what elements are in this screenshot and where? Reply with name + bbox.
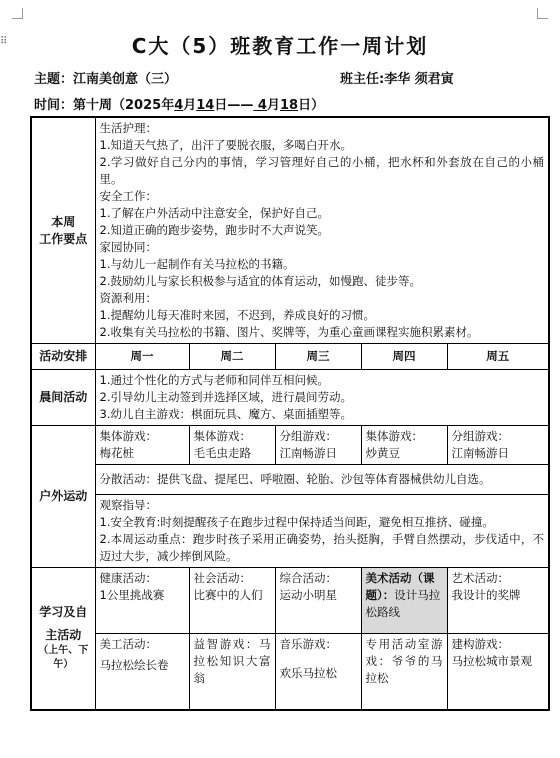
focus-line: 2.鼓励幼儿与家长积极参与适宜的体育运动，如慢跑、徒步等。 — [99, 274, 421, 288]
morning-line: 1.通过个性化的方式与老师和同伴互相问候。 — [99, 373, 329, 387]
learning-row-1 — [31, 568, 549, 634]
outdoor-game-cell: 集体游戏： 毛毛虫走路 — [189, 426, 275, 465]
time-day-start: 14 — [196, 98, 215, 113]
morning-row — [31, 370, 549, 426]
learning-cell: 综合活动： 运动小明星 — [275, 568, 361, 634]
day-header: 周五 — [447, 344, 549, 370]
outdoor-game-cell: 分组游戏： 江南畅游日 — [447, 426, 549, 465]
drag-handle-icon[interactable]: ⠿ — [0, 36, 7, 47]
teacher-line — [340, 68, 454, 87]
day-header: 周四 — [361, 344, 447, 370]
focus-line: 1.知道天气热了，出汗了要脱衣服，多喝白开水。 — [99, 138, 352, 152]
focus-line: 2.收集有关马拉松的书籍、图片、奖牌等，为重心童画课程实施积累素材。 — [99, 325, 479, 339]
focus-label: 本周 工作要点 — [31, 117, 95, 344]
time-month-unit: 月 — [183, 98, 197, 113]
time-month-unit: 月 — [266, 98, 280, 113]
weekly-plan-table — [30, 116, 550, 711]
theme-value: 江南美创意（三） — [73, 72, 178, 87]
morning-line: 3.幼儿自主游戏：棋面玩具、魔方、桌面插塑等。 — [99, 407, 352, 421]
outdoor-game-cell: 集体游戏： 梅花桩 — [95, 426, 189, 465]
learning-cell: 艺术活动： 我设计的奖牌 — [447, 568, 549, 634]
theme-line — [34, 68, 177, 87]
time-month-end: 4 — [253, 98, 267, 113]
time-day-end: 18 — [279, 98, 299, 113]
observe-line: 1.安全教育:时刻提醒孩子在跑步过程中保持适当间距，避免相互推挤、碰撞。 — [99, 515, 494, 529]
focus-line: 1.与幼儿一起制作有关马拉松的书籍。 — [99, 257, 295, 271]
focus-line: 2.学习做好自己分内的事情，学习管理好自己的小桶，把水杯和外套放在自己的小桶里。 — [99, 155, 545, 186]
learning-cell: 健康活动： 1公里挑战赛 — [95, 568, 189, 634]
morning-label: 晨间活动 — [31, 370, 95, 426]
page-corner-mark — [537, 8, 548, 19]
focus-line: 安全工作： — [99, 189, 157, 203]
focus-content — [95, 117, 549, 344]
learning-cell: 建构游戏： 马拉松城市景观 — [447, 634, 549, 710]
time-month-start: 4 — [174, 98, 184, 113]
schedule-label: 活动安排 — [31, 344, 95, 370]
document-title: C大（5）班教育工作一周计划 — [131, 34, 429, 58]
learning-row-2 — [31, 634, 549, 710]
outdoor-scatter-row — [31, 465, 549, 495]
learning-cell: 音乐游戏： 欢乐马拉松 — [275, 634, 361, 710]
focus-line: 2.知道正确的跑步姿势，跑步时不大声说笑。 — [99, 223, 329, 237]
focus-line: 家园协同： — [99, 240, 157, 254]
learning-cell: 美工活动： 马拉松绘长卷 — [95, 634, 189, 710]
focus-row — [31, 117, 549, 344]
outdoor-game-cell: 集体游戏： 炒黄豆 — [361, 426, 447, 465]
focus-line: 1.了解在户外活动中注意安全，保护好自己。 — [99, 206, 329, 220]
outdoor-label: 户外运动 — [31, 426, 95, 568]
learning-cell: 益智游戏：马拉松知识大富翁 — [189, 634, 275, 710]
theme-label: 主题： — [34, 72, 74, 87]
learning-label: 学习及自 主活动 （上午、下午） — [31, 568, 95, 710]
page-corner-mark — [12, 8, 23, 19]
learning-cell-highlighted: 美术活动（课题）：设计马拉松路线 — [361, 568, 447, 634]
outdoor-observe-row — [31, 495, 549, 568]
morning-line: 2.引导幼儿主动签到并选择区域，进行晨间劳动。 — [99, 390, 352, 404]
learning-cell: 社会活动： 比赛中的人们 — [189, 568, 275, 634]
focus-line: 生活护理： — [99, 121, 157, 135]
time-prefix: 第十周（2025年 — [73, 98, 175, 113]
morning-content — [95, 370, 549, 426]
schedule-row — [31, 344, 549, 370]
day-header: 周二 — [189, 344, 275, 370]
outdoor-games-row — [31, 426, 549, 465]
day-header: 周三 — [275, 344, 361, 370]
time-label: 时间： — [34, 98, 74, 113]
teacher-label: 班主任: — [340, 72, 385, 87]
outdoor-game-cell: 分组游戏： 江南畅游日 — [275, 426, 361, 465]
observe-line: 观察指导： — [99, 498, 157, 512]
focus-line: 1.提醒幼儿每天准时来园，不迟到，养成良好的习惯。 — [99, 308, 375, 322]
time-suffix: 日） — [298, 98, 325, 113]
observe-line: 2.本周运动重点：跑步时孩子采用正确姿势，抬头挺胸，手臂自然摆动，步伐适中，不迈过大步，减少摔倒风险。 — [99, 532, 545, 563]
teacher-value: 李华 须君寅 — [384, 72, 454, 87]
time-separator: 日—— — [214, 98, 254, 113]
learning-cell: 专用活动室游戏：爷爷的马拉松 — [361, 634, 447, 710]
outdoor-observe — [95, 495, 549, 568]
focus-line: 资源利用： — [99, 291, 157, 305]
outdoor-scatter: 分散活动：提供飞盘、提尾巴、呼啦圈、轮胎、沙包等体育器械供幼儿自选。 — [95, 465, 549, 495]
day-header: 周一 — [95, 344, 189, 370]
time-line — [34, 94, 324, 113]
